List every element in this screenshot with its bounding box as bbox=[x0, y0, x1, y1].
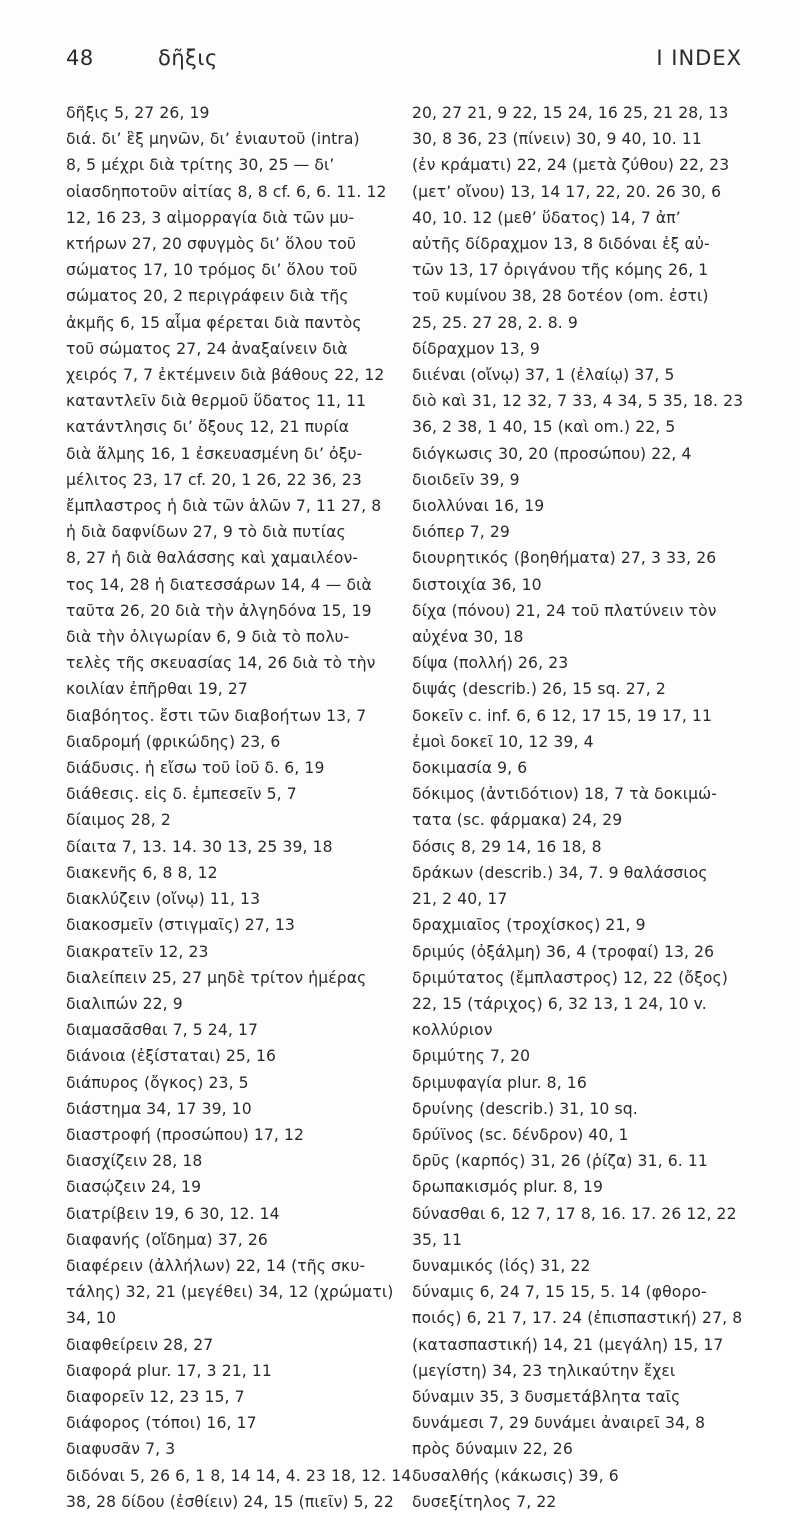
index-line: διδόναι 5, 26 6, 1 8, 14 14, 4. 23 18, 12. 14 bbox=[66, 1466, 412, 1485]
index-line: δριμύς (ὀξάλμη) 36, 4 (τροφαί) 13, 26 bbox=[412, 942, 715, 961]
index-line: (ἐν κράματι) 22, 24 (μετὰ ζύθου) 22, 23 bbox=[412, 156, 730, 175]
index-line: διαφθείρειν 28, 27 bbox=[66, 1335, 214, 1354]
index-line: ἐμοὶ δοκεῖ 10, 12 39, 4 bbox=[412, 732, 594, 751]
index-line: δυνάμεσι 7, 29 δυνάμει ἀναιρεῖ 34, 8 bbox=[412, 1414, 706, 1433]
index-line: δρυίνης (describ.) 31, 10 sq. bbox=[412, 1099, 638, 1118]
page-header bbox=[66, 46, 742, 82]
index-line: δύναμιν 35, 3 δυσμετάβλητα ταῖς bbox=[412, 1387, 681, 1406]
index-line: 21, 2 40, 17 bbox=[412, 890, 508, 909]
index-line: τατα (sc. φάρμακα) 24, 29 bbox=[412, 811, 623, 830]
index-line: διαφέρειν (ἀλλήλων) 22, 14 (τῆς σκυ- bbox=[66, 1256, 366, 1275]
index-line: δῆξις 5, 27 26, 19 bbox=[66, 104, 210, 122]
index-line: κοιλίαν ἐπῆρθαι 19, 27 bbox=[66, 680, 248, 699]
index-line: δύνασθαι 6, 12 7, 17 8, 16. 17. 26 12, 22 bbox=[412, 1204, 737, 1223]
index-line: τῶν 13, 17 ὀριγάνου τῆς κόμης 26, 1 bbox=[412, 261, 709, 280]
index-line: δριμύτης 7, 20 bbox=[412, 1047, 531, 1066]
index-line: σώματος 17, 10 τρόμος δι’ ὅλου τοῦ bbox=[66, 261, 358, 280]
index-line: διακοσμεῖν (στιγμαῖς) 27, 13 bbox=[66, 916, 295, 935]
index-line: μέλιτος 23, 17 cf. 20, 1 26, 22 36, 23 bbox=[66, 470, 362, 489]
index-line: διψάς (describ.) 26, 15 sq. 27, 2 bbox=[412, 680, 666, 699]
index-line: ταῦτα 26, 20 διὰ τὴν ἀλγηδόνα 15, 19 bbox=[66, 601, 372, 620]
index-line: αὐχένα 30, 18 bbox=[412, 628, 524, 647]
index-line: διαφορά plur. 17, 3 21, 11 bbox=[66, 1361, 272, 1380]
index-line: τοῦ σώματος 27, 24 ἀναξαίνειν διὰ bbox=[66, 339, 348, 358]
index-line: δραχμιαῖος (τροχίσκος) 21, 9 bbox=[412, 916, 646, 935]
index-line: δυναμικός (ἰός) 31, 22 bbox=[412, 1256, 591, 1275]
index-line: διαβόητος. ἔστι τῶν διαβοήτων 13, 7 bbox=[66, 706, 367, 725]
index-line: δίαιτα 7, 13. 14. 30 13, 25 39, 18 bbox=[66, 837, 333, 856]
index-line: διὸ καὶ 31, 12 32, 7 33, 4 34, 5 35, 18. 23 bbox=[412, 392, 744, 411]
index-line: 8, 5 μέχρι διὰ τρίτης 30, 25 — δι’ bbox=[66, 156, 335, 175]
index-line: διὰ ἅλμης 16, 1 ἐσκευασμένη δι’ ὀξυ- bbox=[66, 444, 363, 463]
index-column-left bbox=[66, 100, 412, 1515]
index-line: αὐτῆς δίδραχμον 13, 8 διδόναι ἐξ αὐ- bbox=[412, 235, 710, 254]
index-line: σώματος 20, 2 περιγράφειν διὰ τῆς bbox=[66, 287, 349, 306]
index-line: δράκων (describ.) 34, 7. 9 θαλάσσιος bbox=[412, 863, 708, 882]
index-line: διαστροφή (προσώπου) 17, 12 bbox=[66, 1125, 305, 1144]
index-line: δριμύτατος (ἔμπλαστρος) 12, 22 (ὄξος) bbox=[412, 968, 728, 987]
index-line: διαλιπών 22, 9 bbox=[66, 994, 183, 1013]
index-line: δρύϊνος (sc. δένδρον) 40, 1 bbox=[412, 1125, 629, 1144]
index-line: (μεγίστη) 34, 23 τηλικαύτην ἔχει bbox=[412, 1361, 676, 1380]
index-line: διατρίβειν 19, 6 30, 12. 14 bbox=[66, 1204, 280, 1223]
index-line: δίψα (πολλή) 26, 23 bbox=[412, 654, 569, 673]
index-line: 34, 10 bbox=[66, 1309, 117, 1328]
index-line: διοιδεῖν 39, 9 bbox=[412, 470, 520, 489]
index-line: δοκιμασία 9, 6 bbox=[412, 759, 528, 778]
index-line: δριμυφαγία plur. 8, 16 bbox=[412, 1073, 587, 1092]
index-line: ἀκμῆς 6, 15 αἷμα φέρεται διὰ παντὸς bbox=[66, 313, 362, 332]
index-line: (κατασπαστική) 14, 21 (μεγάλη) 15, 17 bbox=[412, 1335, 724, 1354]
index-line: 12, 16 23, 3 αἱμορραγία διὰ τῶν μυ- bbox=[66, 208, 355, 227]
index-line: κατάντλησις δι’ ὄξους 12, 21 πυρία bbox=[66, 418, 350, 437]
index-line: διάδυσις. ἡ εἴσω τοῦ ἰοῦ δ. 6, 19 bbox=[66, 759, 325, 778]
index-line: διάφορος (τόποι) 16, 17 bbox=[66, 1414, 257, 1433]
index-line: 35, 11 bbox=[412, 1230, 463, 1249]
index-line: διαδρομή (φρικώδης) 23, 6 bbox=[66, 732, 281, 751]
index-line: δόσις 8, 29 14, 16 18, 8 bbox=[412, 837, 602, 856]
running-head-left: δῆξις bbox=[158, 46, 218, 70]
index-line: δύναμις 6, 24 7, 15 15, 5. 14 (φθορο- bbox=[412, 1283, 707, 1302]
index-line: διστοιχία 36, 10 bbox=[412, 575, 542, 594]
index-line: 25, 25. 27 28, 2. 8. 9 bbox=[412, 313, 578, 332]
index-line: διάστημα 34, 17 39, 10 bbox=[66, 1099, 252, 1118]
index-line: δρῦς (καρπός) 31, 26 (ῥίζα) 31, 6. 11 bbox=[412, 1152, 708, 1171]
index-line: τος 14, 28 ἡ διατεσσάρων 14, 4 — διὰ bbox=[66, 575, 372, 594]
index-line: 40, 10. 12 (μεθ’ ὕδατος) 14, 7 ἀπ’ bbox=[412, 208, 681, 227]
running-head-right: I INDEX bbox=[656, 46, 742, 70]
index-line: διασῴζειν 24, 19 bbox=[66, 1178, 202, 1197]
index-column-right bbox=[412, 100, 752, 1515]
index-line: διαλείπειν 25, 27 μηδὲ τρίτον ἡμέρας bbox=[66, 968, 367, 987]
index-line: δίχα (πόνου) 21, 24 τοῦ πλατύνειν τὸν bbox=[412, 601, 717, 620]
index-line: κολλύριον bbox=[412, 1021, 493, 1040]
index-line: διάπυρος (ὄγκος) 23, 5 bbox=[66, 1073, 249, 1092]
index-line: 22, 15 (τάριχος) 6, 32 13, 1 24, 10 v. bbox=[412, 994, 707, 1013]
index-line: διαφυσᾶν 7, 3 bbox=[66, 1440, 176, 1459]
index-line: διιέναι (οἴνῳ) 37, 1 (ἐλαίῳ) 37, 5 bbox=[412, 366, 675, 385]
index-line: διόγκωσις 30, 20 (προσώπου) 22, 4 bbox=[412, 444, 692, 463]
index-line: 36, 2 38, 1 40, 15 (καὶ om.) 22, 5 bbox=[412, 418, 676, 437]
index-line: τοῦ κυμίνου 38, 28 δοτέον (om. ἐστι) bbox=[412, 287, 709, 306]
index-line: διαφανής (οἴδημα) 37, 26 bbox=[66, 1230, 268, 1249]
index-line: δοκεῖν c. inf. 6, 6 12, 17 15, 19 17, 11 bbox=[412, 706, 713, 725]
index-line: διὰ τὴν ὀλιγωρίαν 6, 9 διὰ τὸ πολυ- bbox=[66, 628, 350, 647]
index-line: χειρός 7, 7 ἐκτέμνειν διὰ βάθους 22, 12 bbox=[66, 366, 385, 385]
index-line: δυσαλθής (κάκωσις) 39, 6 bbox=[412, 1466, 619, 1485]
index-line: διολλύναι 16, 19 bbox=[412, 497, 545, 516]
index-line: δυσεξίτηλος 7, 22 bbox=[412, 1492, 557, 1511]
index-line: ἡ διὰ δαφνίδων 27, 9 τὸ διὰ πυτίας bbox=[66, 523, 346, 542]
index-line: ποιός) 6, 21 7, 17. 24 (ἐπισπαστική) 27, 8 bbox=[412, 1309, 743, 1328]
index-line: διαφορεῖν 12, 23 15, 7 bbox=[66, 1387, 245, 1406]
index-line: διά. δι’ ἓξ μηνῶν, δι’ ἐνιαυτοῦ (intra) bbox=[66, 130, 360, 149]
index-line: διακενῆς 6, 8 8, 12 bbox=[66, 863, 218, 882]
page-number: 48 bbox=[66, 46, 94, 70]
index-line: καταντλεῖν διὰ θερμοῦ ὕδατος 11, 11 bbox=[66, 392, 367, 411]
index-line: διαμασᾶσθαι 7, 5 24, 17 bbox=[66, 1021, 259, 1040]
index-line: διάνοια (ἐξίσταται) 25, 16 bbox=[66, 1047, 277, 1066]
index-line: τελὲς τῆς σκευασίας 14, 26 διὰ τὸ τὴν bbox=[66, 654, 376, 673]
index-line: κτήρων 27, 20 σφυγμὸς δι’ ὅλου τοῦ bbox=[66, 235, 357, 254]
index-line: τάλης) 32, 21 (μεγέθει) 34, 12 (χρώματι) bbox=[66, 1283, 394, 1302]
index-line: διακρατεῖν 12, 23 bbox=[66, 942, 209, 961]
index-line: διακλύζειν (οἴνῳ) 11, 13 bbox=[66, 890, 261, 909]
index-line: δίδραχμον 13, 9 bbox=[412, 339, 540, 358]
index-line: (μετ’ οἴνου) 13, 14 17, 22, 20. 26 30, 6 bbox=[412, 182, 722, 201]
index-line: δίαιμος 28, 2 bbox=[66, 811, 171, 830]
index-line: δόκιμος (ἀντιδότιον) 18, 7 τὰ δοκιμώ- bbox=[412, 785, 718, 804]
index-line: 8, 27 ἡ διὰ θαλάσσης καὶ χαμαιλέον- bbox=[66, 549, 359, 568]
index-line: διασχίζειν 28, 18 bbox=[66, 1152, 203, 1171]
index-line: διόπερ 7, 29 bbox=[412, 523, 510, 542]
index-line: 20, 27 21, 9 22, 15 24, 16 25, 21 28, 13 bbox=[412, 104, 729, 122]
index-line: πρὸς δύναμιν 22, 26 bbox=[412, 1440, 573, 1459]
index-line: 38, 28 δίδου (ἐσθίειν) 24, 15 (πιεῖν) 5, 22 bbox=[66, 1492, 394, 1511]
index-line: δρωπακισμός plur. 8, 19 bbox=[412, 1178, 604, 1197]
index-line: οἰασδηποτοῦν αἰτίας 8, 8 cf. 6, 6. 11. 12 bbox=[66, 182, 387, 201]
index-line: 30, 8 36, 23 (πίνειν) 30, 9 40, 10. 11 bbox=[412, 130, 702, 149]
index-line: διάθεσις. εἰς δ. ἐμπεσεῖν 5, 7 bbox=[66, 785, 297, 804]
index-line: διουρητικός (βοηθήματα) 27, 3 33, 26 bbox=[412, 549, 717, 568]
index-line: ἔμπλαστρος ἡ διὰ τῶν ἁλῶν 7, 11 27, 8 bbox=[66, 497, 382, 516]
